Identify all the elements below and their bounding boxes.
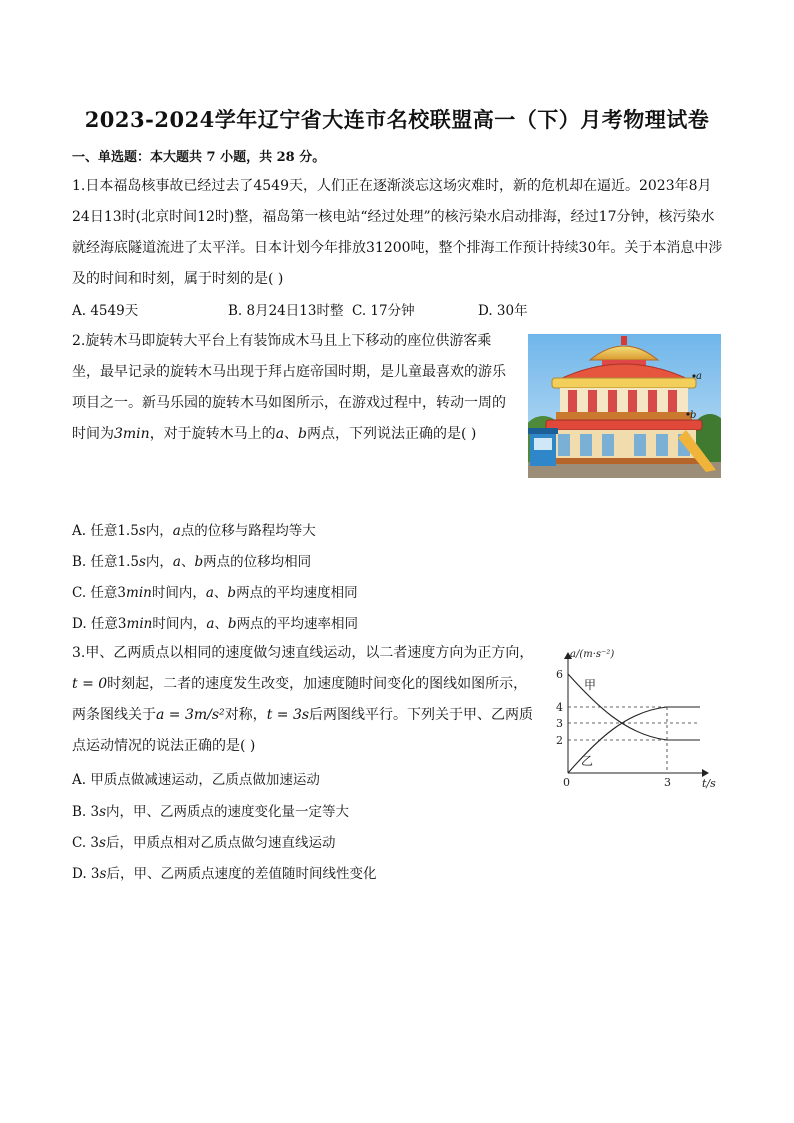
q2-option-d-unit: min [126,616,153,632]
q3-option-a: A. 甲质点做减速运动，乙质点做加速运动 [72,772,320,788]
q2-option-c-sep: 、 [213,585,228,601]
q2-option-d-point-a: a [206,616,215,632]
q3-text-part1: 3.甲、乙两质点以相同的速度做匀速直线运动，以二者速度方向为正方向， [72,645,534,661]
q2-option-a-mid: 内， [145,523,173,539]
q2-option-b-sep: 、 [180,554,195,570]
q2-option-c-mid: 时间内， [151,585,206,601]
q2-option-a-prefix: A. 任意1.5 [72,523,139,539]
q2-option-a-suffix: 点的位移与路程均等大 [180,523,316,539]
q3-option-d [72,862,376,882]
carousel-label-b: b [690,410,697,421]
q1-option-a: A. 4549天 [72,303,139,319]
carousel-photo [528,334,721,478]
q2-option-c-unit: min [126,585,152,601]
question-1-text: 1.日本福岛核事故已经过去了4549天，人们正在逐渐淡忘这场灾难时，新的危机却在逼近。2023年8月24日13时(北京时间12时)整，福岛第一核电站“经过处理”的核污染水启动排海，经过17分钟，核污染水就经海底隧道流进了太平洋。日本计划今年排放31200吨，整个排海工作预计持续30年。关于本消息中涉及的时间和时刻，属于时刻的是( ) [72,178,723,287]
q2-option-b-suffix: 两点的位移均相同 [203,554,312,570]
q2-option-a-point: a [172,523,181,539]
q2-point-a: a [275,426,285,442]
q2-option-b-unit: s [138,554,146,570]
q3-option-c-unit: s [99,835,106,851]
q1-option-b: B. 8月24日13时整 [228,303,344,319]
y-tick-3: 3 [556,717,563,730]
q2-option-d-suffix: 两点的平均速率相同 [236,616,359,632]
q3-text-part2: 时刻起，二者的速度发生改变，加速度随时间变化的图线如图所示，两条图线关于 [72,676,528,723]
q2-text-part1: 2.旋转木马即旋转大平台上有装饰成木马且上下移动的座位供游客乘坐，最早记录的旋转木马出现于拜占庭帝国时期，是儿童最喜欢的游乐项目之一。新马乐园的旋转木马如图所示，在游戏过程中，转动一周的时间为 [72,333,506,442]
q2-option-b-prefix: B. 任意1.5 [72,554,139,570]
q2-text-part3: 两点，下列说法正确的是( ) [307,426,477,442]
q2-text-part2: ，对于旋转木马上的 [149,426,276,442]
q2-option-c-prefix: C. 任意3 [72,585,127,601]
q2-option-c-suffix: 两点的平均速度相同 [236,585,358,601]
q3-option-b-prefix: B. 3 [72,804,100,820]
q3-option-d-prefix: D. 3 [72,866,100,882]
q2-option-b [72,550,311,570]
q3-option-c-prefix: C. 3 [72,835,100,851]
section-heading: 一、单选题：本大题共 7 小题，共 28 分。 [72,150,326,165]
q2-option-c-point-a: a [205,585,214,601]
q3-option-b [72,800,349,820]
y-axis-label: a/(m·s⁻²) [570,649,615,660]
q2-point-b: b [298,426,308,442]
x-tick-3: 3 [664,776,671,789]
q1-option-c: C. 17分钟 [352,303,415,319]
q2-option-d [72,612,358,632]
q2-option-d-point-b: b [227,616,237,632]
exam-title: 2023-2024学年辽宁省大连市名校联盟高一（下）月考物理试卷 [84,107,710,132]
y-tick-4: 4 [556,701,563,714]
q2-option-b-point-b: b [194,554,204,570]
q3-option-b-suffix: 内，甲、乙两质点的速度变化量一定等大 [106,804,350,820]
q3-option-b-unit: s [99,804,107,820]
acceleration-time-graph [546,643,724,793]
q2-option-c [72,581,358,601]
question-3-text [72,638,538,762]
q3-text-part4: 后两图线平行。下列关于甲、乙两质点运动情况的说法正确的是( ) [72,707,534,754]
q3-option-d-suffix: 后，甲、乙两质点速度的差值随时间线性变化 [106,866,377,882]
question-1-options [72,299,724,319]
q3-symmetry-value: a = 3m/s² [156,707,225,723]
y-tick-2: 2 [556,734,563,747]
q1-option-d: D. 30年 [478,303,528,319]
q2-option-d-prefix: D. 任意3 [72,616,127,632]
q2-option-d-mid: 时间内， [152,616,207,632]
q3-time-zero: t = 0 [72,676,108,692]
q2-option-a-unit: s [138,523,146,539]
q2-option-b-mid: 内， [145,554,173,570]
q2-option-d-sep: 、 [214,616,228,632]
q2-option-a [72,519,316,539]
q3-option-c [72,831,335,851]
curve-yi-label: 乙 [581,754,594,768]
q3-text-part3: 对称， [224,707,267,723]
x-axis-label: t/s [702,777,716,790]
q2-separator: 、 [284,426,299,442]
q3-option-d-unit: s [99,866,107,882]
q3-option-c-suffix: 后，甲质点相对乙质点做匀速直线运动 [105,835,336,851]
q2-option-c-point-b: b [227,585,237,601]
q2-period-value: 3min [114,426,150,442]
q3-time-three: t = 3s [266,707,310,723]
q2-option-b-point-a: a [172,554,181,570]
question-2-text [72,326,510,450]
carousel-label-a: a [696,371,702,382]
origin-label: 0 [563,776,570,789]
y-tick-6: 6 [556,668,563,681]
curve-jia-label: 甲 [584,678,597,692]
